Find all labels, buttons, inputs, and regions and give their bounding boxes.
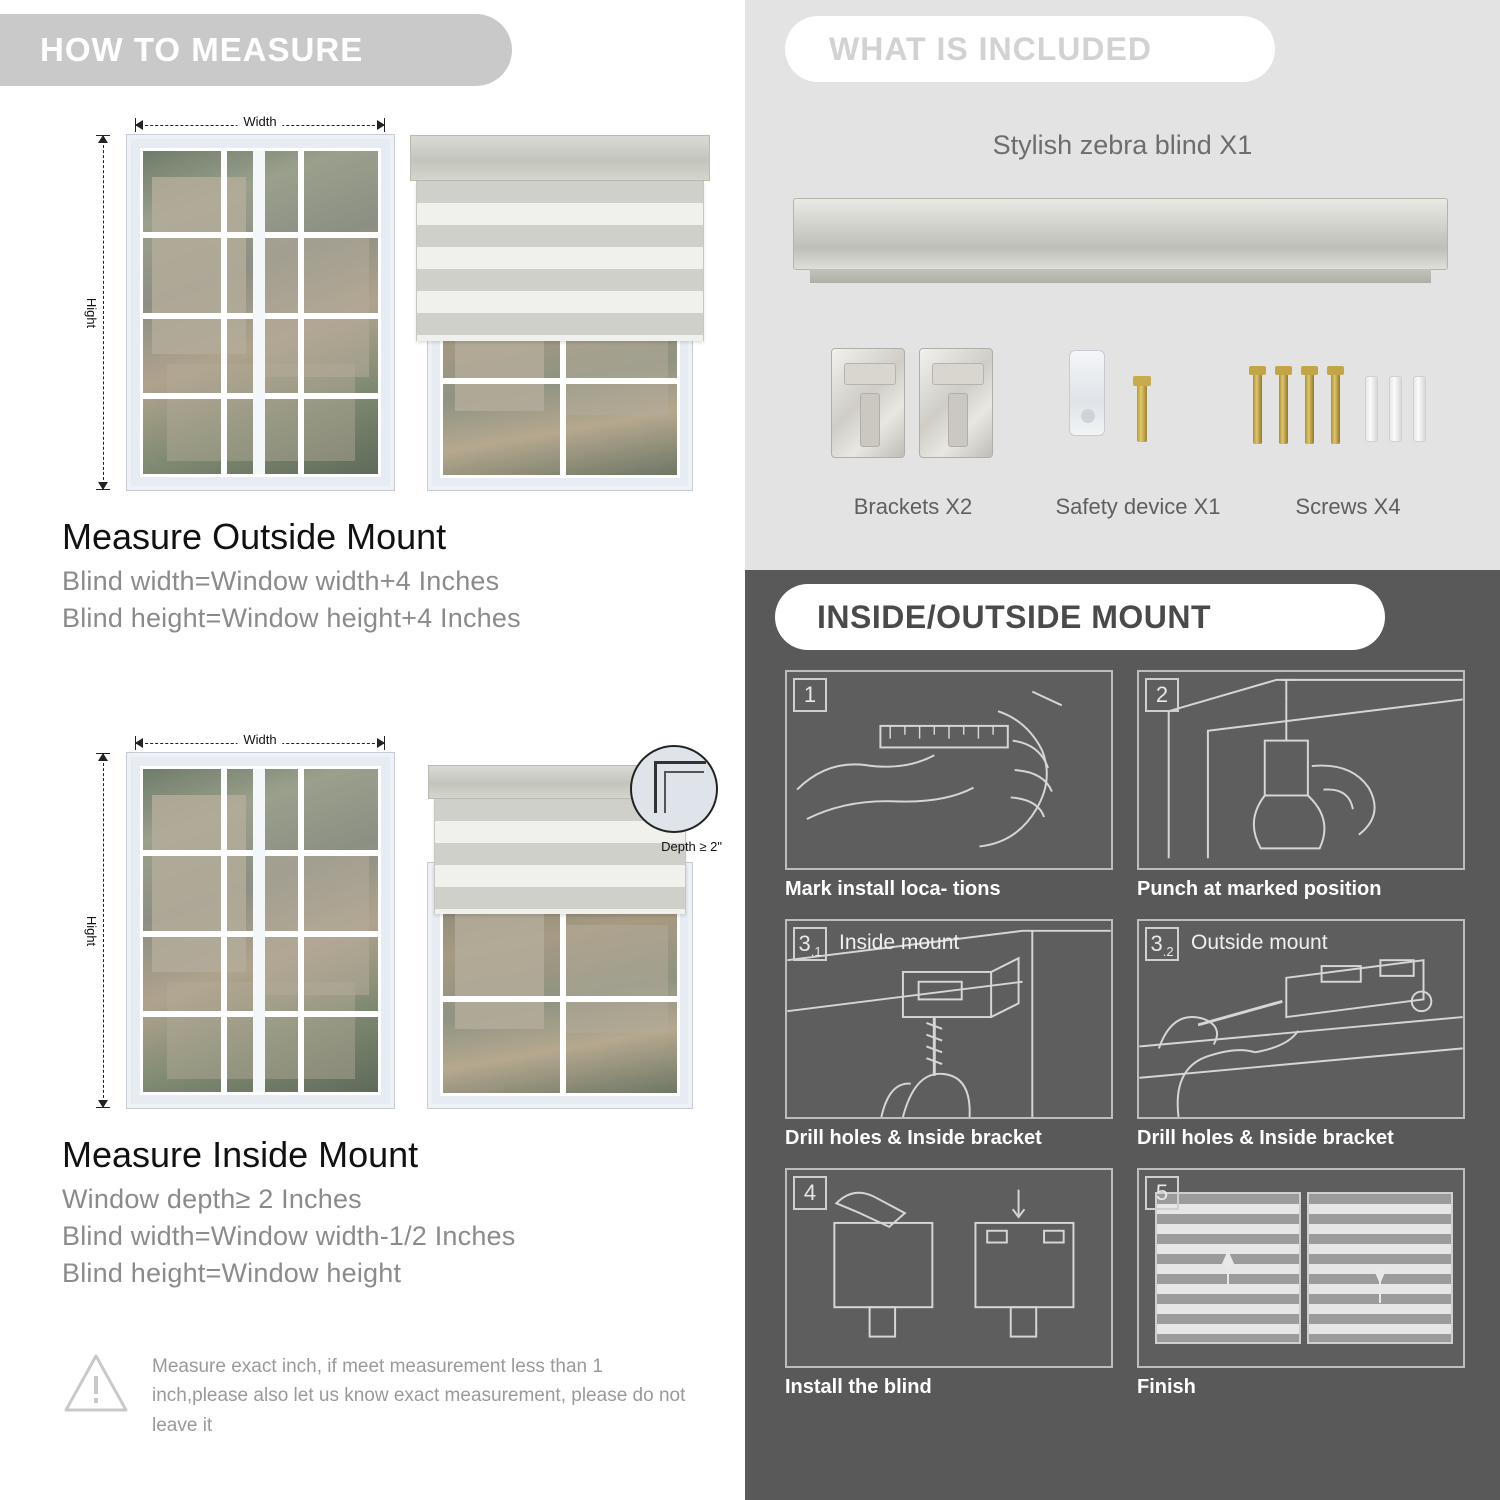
- step-number-text: 3: [1150, 931, 1163, 956]
- bracket-icon: [831, 348, 905, 458]
- step-number: [1145, 927, 1179, 961]
- step-5-illustration: [1137, 1168, 1465, 1368]
- part-label-brackets: Brackets X2: [853, 494, 973, 519]
- finished-blind-open: [1307, 1192, 1453, 1345]
- blind-headrail-product: [793, 198, 1448, 270]
- step-number: [793, 1176, 827, 1210]
- measure-note: [62, 1352, 702, 1440]
- measure-note-text: Measure exact inch, if meet measurement less than 1 inch,please also let us know exact measurement, please do not leave it: [152, 1356, 686, 1436]
- zebra-shade-fabric: [416, 181, 704, 341]
- step-number-text: 2: [1155, 682, 1169, 707]
- dimension-line: [103, 135, 104, 490]
- step-number: [793, 678, 827, 712]
- finished-blind-closed: [1155, 1192, 1301, 1345]
- arrow-right-icon: [377, 120, 385, 130]
- depth-callout-circle: [630, 745, 718, 833]
- step-number-text: 5: [1155, 1180, 1169, 1205]
- window-illustration: [127, 753, 394, 1108]
- how-to-measure-title: HOW TO MEASURE: [40, 31, 364, 68]
- screw-icon: [1279, 374, 1288, 444]
- step-number-text: 4: [803, 1180, 817, 1205]
- wall-anchor-icon: [1389, 376, 1402, 442]
- inside-width-label: Width: [237, 732, 282, 747]
- inside-mount-line3: Blind height=Window height: [62, 1258, 402, 1288]
- step-2-illustration: [1137, 670, 1465, 870]
- inside-mount-block: [0, 718, 745, 1289]
- inside-outside-mount-banner: [775, 584, 1385, 650]
- arrow-down-icon: [98, 482, 108, 490]
- part-screws: [1243, 340, 1453, 520]
- inside-outside-mount-title: INSIDE/OUTSIDE MOUNT: [817, 598, 1212, 635]
- outside-width-label: Width: [237, 114, 282, 129]
- arrow-left-icon: [135, 738, 143, 748]
- inside-mount-line1: Window depth≥ 2 Inches: [62, 1184, 362, 1214]
- inside-width-dimension: [135, 732, 385, 752]
- outside-width-dimension: [135, 114, 385, 134]
- outside-mount-block: [0, 100, 745, 634]
- inside-mounted-blind: [410, 753, 722, 1108]
- outside-height-label: Hight: [84, 293, 99, 331]
- step-number-sub: .1: [810, 944, 822, 959]
- step-3-2-caption: Drill holes & Inside bracket: [1137, 1127, 1394, 1149]
- dimension-line: [103, 753, 104, 1108]
- inside-height-label: Hight: [84, 911, 99, 949]
- inside-mount-line2: Blind width=Window width-1/2 Inches: [62, 1221, 516, 1251]
- arrow-left-icon: [135, 120, 143, 130]
- step-4-illustration: [785, 1168, 1113, 1368]
- outside-mount-line2: Blind height=Window height+4 Inches: [62, 603, 521, 633]
- step-1-caption: Mark install loca- tions: [785, 878, 1001, 900]
- screw-icon: [1137, 384, 1147, 442]
- arrow-up-icon: [98, 135, 108, 143]
- window-view: [140, 766, 381, 1095]
- product-title: Stylish zebra blind X1: [992, 130, 1253, 160]
- outside-height-dimension: [84, 135, 114, 490]
- hand-and-tape-measure-icon: [787, 672, 1111, 868]
- step-3-1-illustration: [785, 919, 1113, 1119]
- safety-device-icon: [1069, 350, 1105, 436]
- inside-mount-heading: Measure Inside Mount: [62, 1134, 419, 1175]
- step-4: [785, 1168, 1113, 1399]
- arrow-up-icon: [1221, 1250, 1235, 1266]
- step-3-1: [785, 919, 1113, 1150]
- warning-triangle-icon: [62, 1352, 130, 1412]
- screw-icon: [1253, 374, 1262, 444]
- step-5: [1137, 1168, 1465, 1399]
- step-3-2: [1137, 919, 1465, 1150]
- right-column: [745, 0, 1500, 1500]
- what-is-included-title: WHAT IS INCLUDED: [829, 30, 1152, 67]
- step-3-1-caption: Drill holes & Inside bracket: [785, 1127, 1042, 1149]
- step-3-2-illustration: [1137, 919, 1465, 1119]
- wall-anchor-icon: [1413, 376, 1426, 442]
- screw-icon: [1305, 374, 1314, 444]
- step-4-caption: Install the blind: [785, 1376, 932, 1398]
- step-1-illustration: [785, 670, 1113, 870]
- install-blind-icon: [787, 1170, 1111, 1366]
- what-is-included-banner: [785, 16, 1275, 82]
- part-label-safety: Safety device X1: [1055, 494, 1221, 519]
- arrow-down-icon: [98, 1100, 108, 1108]
- how-to-measure-banner: [0, 14, 512, 86]
- how-to-measure-column: [0, 0, 745, 1500]
- blind-headrail: [410, 135, 710, 181]
- part-brackets: [793, 340, 1033, 520]
- arrow-up-icon: [98, 753, 108, 761]
- window-view: [140, 148, 381, 477]
- step-2-caption: Punch at marked position: [1137, 878, 1382, 900]
- bracket-icon: [919, 348, 993, 458]
- step-number: [1145, 1176, 1179, 1210]
- depth-callout-label: Depth ≥ 2": [661, 839, 722, 854]
- part-label-screws: Screws X4: [1295, 494, 1401, 519]
- installation-steps: [785, 670, 1465, 1399]
- step-number-sub: .2: [1162, 944, 1174, 959]
- wall-anchor-icon: [1365, 376, 1378, 442]
- inside-outside-mount-panel: [745, 570, 1500, 1500]
- step-3-1-title: Inside mount: [839, 931, 960, 954]
- step-number-text: 1: [803, 682, 817, 707]
- inside-height-dimension: [84, 753, 114, 1108]
- step-2: [1137, 670, 1465, 901]
- step-number: [1145, 678, 1179, 712]
- step-number: [793, 927, 827, 961]
- arrow-right-icon: [377, 738, 385, 748]
- outside-mounted-blind: [410, 135, 710, 490]
- drill-icon: [1139, 672, 1463, 868]
- screw-icon: [1331, 374, 1340, 444]
- step-5-caption: Finish: [1137, 1376, 1196, 1398]
- parts-row: [793, 340, 1453, 520]
- inside-mount-diagram: [30, 718, 730, 1118]
- window-illustration: [127, 135, 394, 490]
- outside-mount-diagram: [30, 100, 730, 500]
- step-3-2-title: Outside mount: [1191, 931, 1328, 954]
- step-number-text: 3: [798, 931, 811, 956]
- what-is-included-panel: [745, 0, 1500, 570]
- arrow-down-icon: [1373, 1268, 1387, 1284]
- outside-mount-heading: Measure Outside Mount: [62, 516, 447, 557]
- step-1: [785, 670, 1113, 901]
- part-safety-device: [1033, 340, 1243, 520]
- outside-mount-line1: Blind width=Window width+4 Inches: [62, 566, 500, 596]
